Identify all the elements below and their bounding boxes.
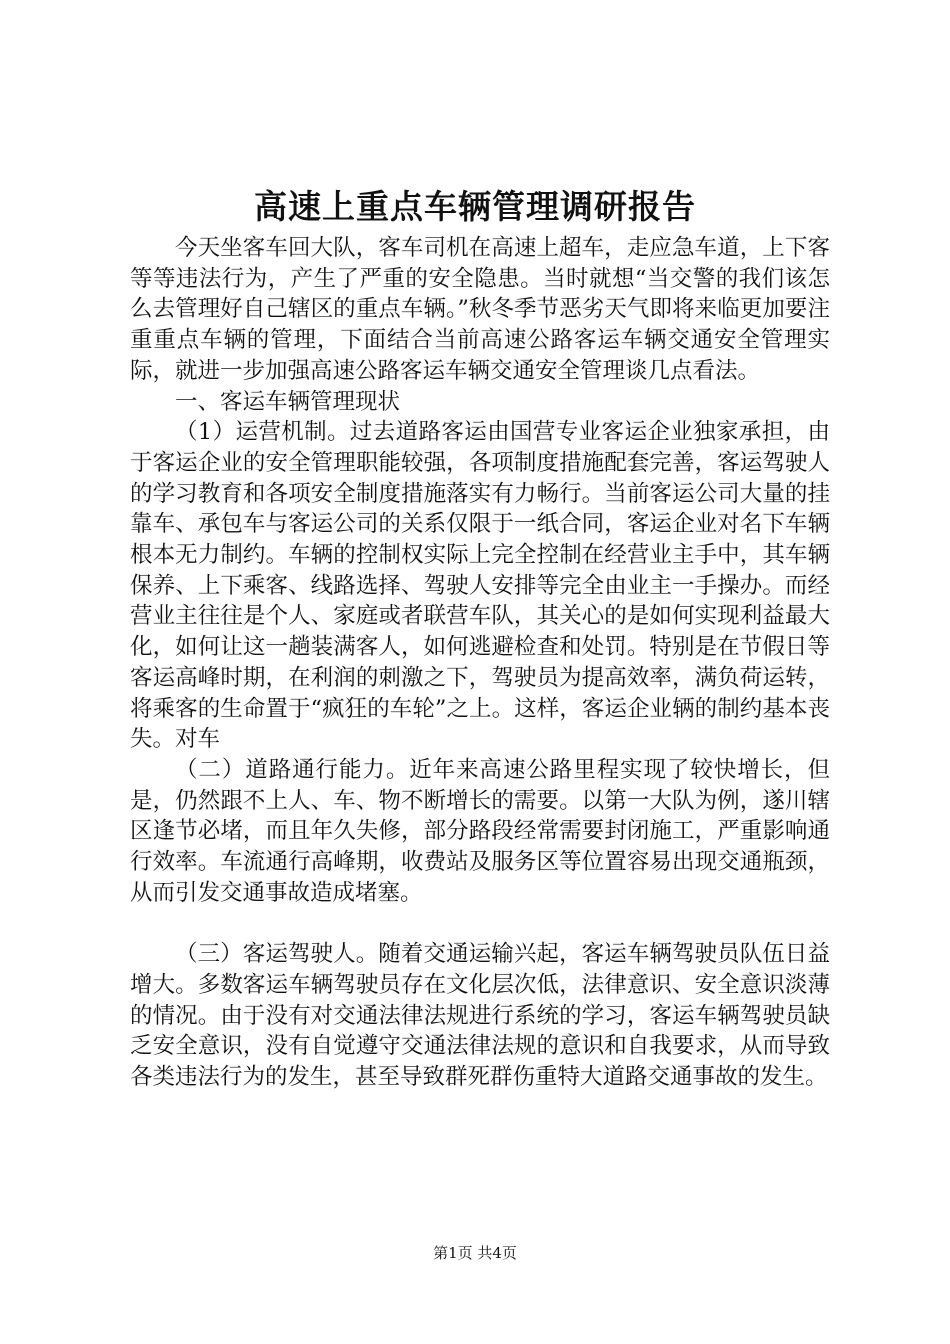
page-number-footer: 第1页 共4页 — [433, 1244, 517, 1262]
section-heading: 一、客运车辆管理现状 — [175, 388, 401, 415]
document-body — [130, 233, 830, 1093]
paragraph-drivers: （三）客运驾驶人。随着交通运输兴起，客运车辆驾驶员队伍日益增大。多数客运车辆驾驶员存在文化层次低，法律意识、安全意识淡薄的情况。由于没有对交通法律法规进行系统的学习，客运车辆驾驶员缺乏安全意识，没有自觉遵守交通法律法规的意识和自我要求，从而导致各类违法行为的发生，甚至导致群死群伤重特大道路交通事故的发生。 — [130, 941, 830, 1090]
paragraph-intro: 今天坐客车回大队，客车司机在高速上超车，走应急车道，上下客等等违法行为，产生了严重的安全隐患。当时就想“当交警的我们该怎么去管理好自己辖区的重点车辆。”秋冬季节恶劣天气即将来临更加要注重重点车辆的管理，下面结合当前高速公路客运车辆交通安全管理实际，就进一步加强高速公路客运车辆交通安全管理谈几点看法。 — [130, 235, 830, 384]
paragraph-road-capacity: （二）道路通行能力。近年来高速公路里程实现了较快增长，但是，仍然跟不上人、车、物不断增长的需要。以第一大队为例，遂川辖区逢节必堵，而且年久失修，部分路段经常需要封闭施工，严重影响通行效率。车流通行高峰期，收费站及服务区等位置容易出现交通瓶颈，从而引发交通事故造成堵塞。 — [130, 756, 830, 906]
paragraph-operation-mechanism: （1）运营机制。过去道路客运由国营专业客运企业独家承担，由于客运企业的安全管理职能较强，各项制度措施配套完善，客运驾驶人的学习教育和各项安全制度措施落实有力畅行。当前客运公司大量的挂靠车、承包车与客运公司的关系仅限于一纸合同，客运企业对名下车辆根本无力制约。车辆的控制权实际上完全控制在经营业主手中，其车辆保养、上下乘客、线路选择、驾驶人安排等完全由业主一手操办。而经营业主往往是个人、家庭或者联营车队，其关心的是如何实现利益最大化，如何让这一趟装满客人，如何逃避检查和处罚。特别是在节假日等客运高峰时期，在利润的刺激之下，驾驶员为提高效率，满负荷运转，将乘客的生命置于“疯狂的车轮”之上。这样，客运企业辆的制约基本丧失。对车 — [130, 419, 830, 753]
document-title: 高速上重点车辆管理调研报告 — [254, 187, 696, 226]
